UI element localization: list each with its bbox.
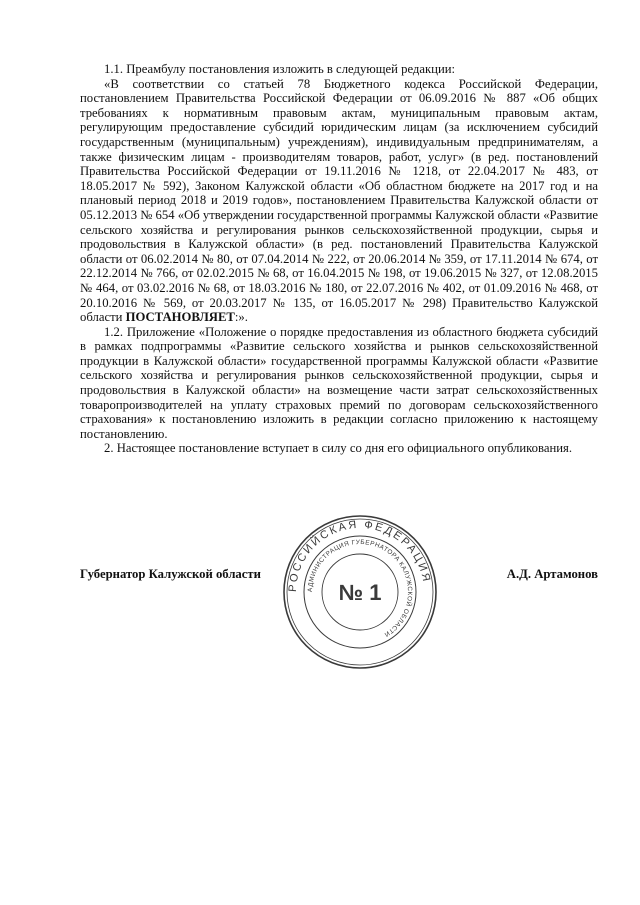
seal-outer-text: РОССИЙСКАЯ ФЕДЕРАЦИЯ: [286, 518, 433, 593]
signatory-name: А.Д. Артамонов: [506, 567, 598, 581]
signatory-position: Губернатор Калужской области: [80, 567, 261, 581]
paragraph-1-2: 1.2. Приложение «Положение о порядке предоставления из областного бюджета субсидий в рамках подпрограммы «Развитие сельского хозяйства и рынков сельскохозяйственной продукции в Калужской области» государственной программы Калужской области «Развитие сельского хозяйства и регулирования рынков сельскохозяйственной продукции, сырья и продовольствия в Калужской области» на возмещение части затрат сельскохозяйственных товаропроизводителей на уплату страховых премий по договорам сельскохозяйственного страхования» к постановлению изложить в редакции согласно приложению к настоящему постановлению.: [80, 324, 598, 441]
paragraph-1-1: 1.1. Преамбулу постановления изложить в следующей редакции:: [104, 62, 456, 76]
paragraph-2: 2. Настоящее постановление вступает в силу со дня его официального опубликования.: [104, 441, 573, 456]
preamble-text: «В соответствии со статьей 78 Бюджетного кодекса Российской Федерации, постановлением Правительства Российской Федерации от 06.09.2016 № 887 «Об общих требованиях к нормативным правовым актам, муниципальным правовым актам, регулирующим предоставление субсидий юридическим лицам (за исключением субсидий государственным (муниципальным) учреждениям), индивидуальным предпринимателям, а также физическим лицам - производителям товаров, работ, услуг» (в ред. постановлений Правительства Российской Федерации от 19.11.2016 № 1218, от 22.04.2017 № 483, от 18.05.2017 № 592), Законом Калужской области «Об областном бюджете на 2017 год и на плановый период 2018 и 2019 годов», постановлением Правительства Калужской области от 05.12.2013 № 654 «Об утверждении государственной программы Калужской области «Развитие сельского хозяйства и регулирования рынков сельскохозяйственной продукции, сырья и продовольствия в Калужской области» (в ред. постановлений Правительства Калужской области от 06.02.2014 № 80, от 07.04.2014 № 222, от 20.06.2014 № 359, от 17.11.2014 № 674, от 22.12.2014 № 766, от 02.02.2015 № 68, от 16.04.2015 № 198, от 19.06.2015 № 327, от 12.08.2015 № 464, от 03.02.2016 № 68, от 18.03.2016 № 180, от 22.07.2016 № 402, от 01.09.2016 № 468, от 20.10.2016 № 569, от 20.03.2017 № 135, от 16.05.2017 № 298) Правительство Калужской области: [80, 76, 598, 325]
official-seal: [280, 512, 440, 672]
preamble-emphasis: ПОСТАНОВЛЯЕТ: [125, 310, 235, 325]
seal-inner-text: АДМИНИСТРАЦИЯ ГУБЕРНАТОРА КАЛУЖСКОЙ ОБЛАСТИ: [306, 538, 414, 639]
preamble-ending: :».: [234, 310, 248, 325]
paragraph-preamble: [80, 77, 598, 325]
document-body: [80, 62, 598, 456]
seal-stamp-icon: [280, 512, 440, 672]
seal-number: № 1: [338, 580, 382, 605]
